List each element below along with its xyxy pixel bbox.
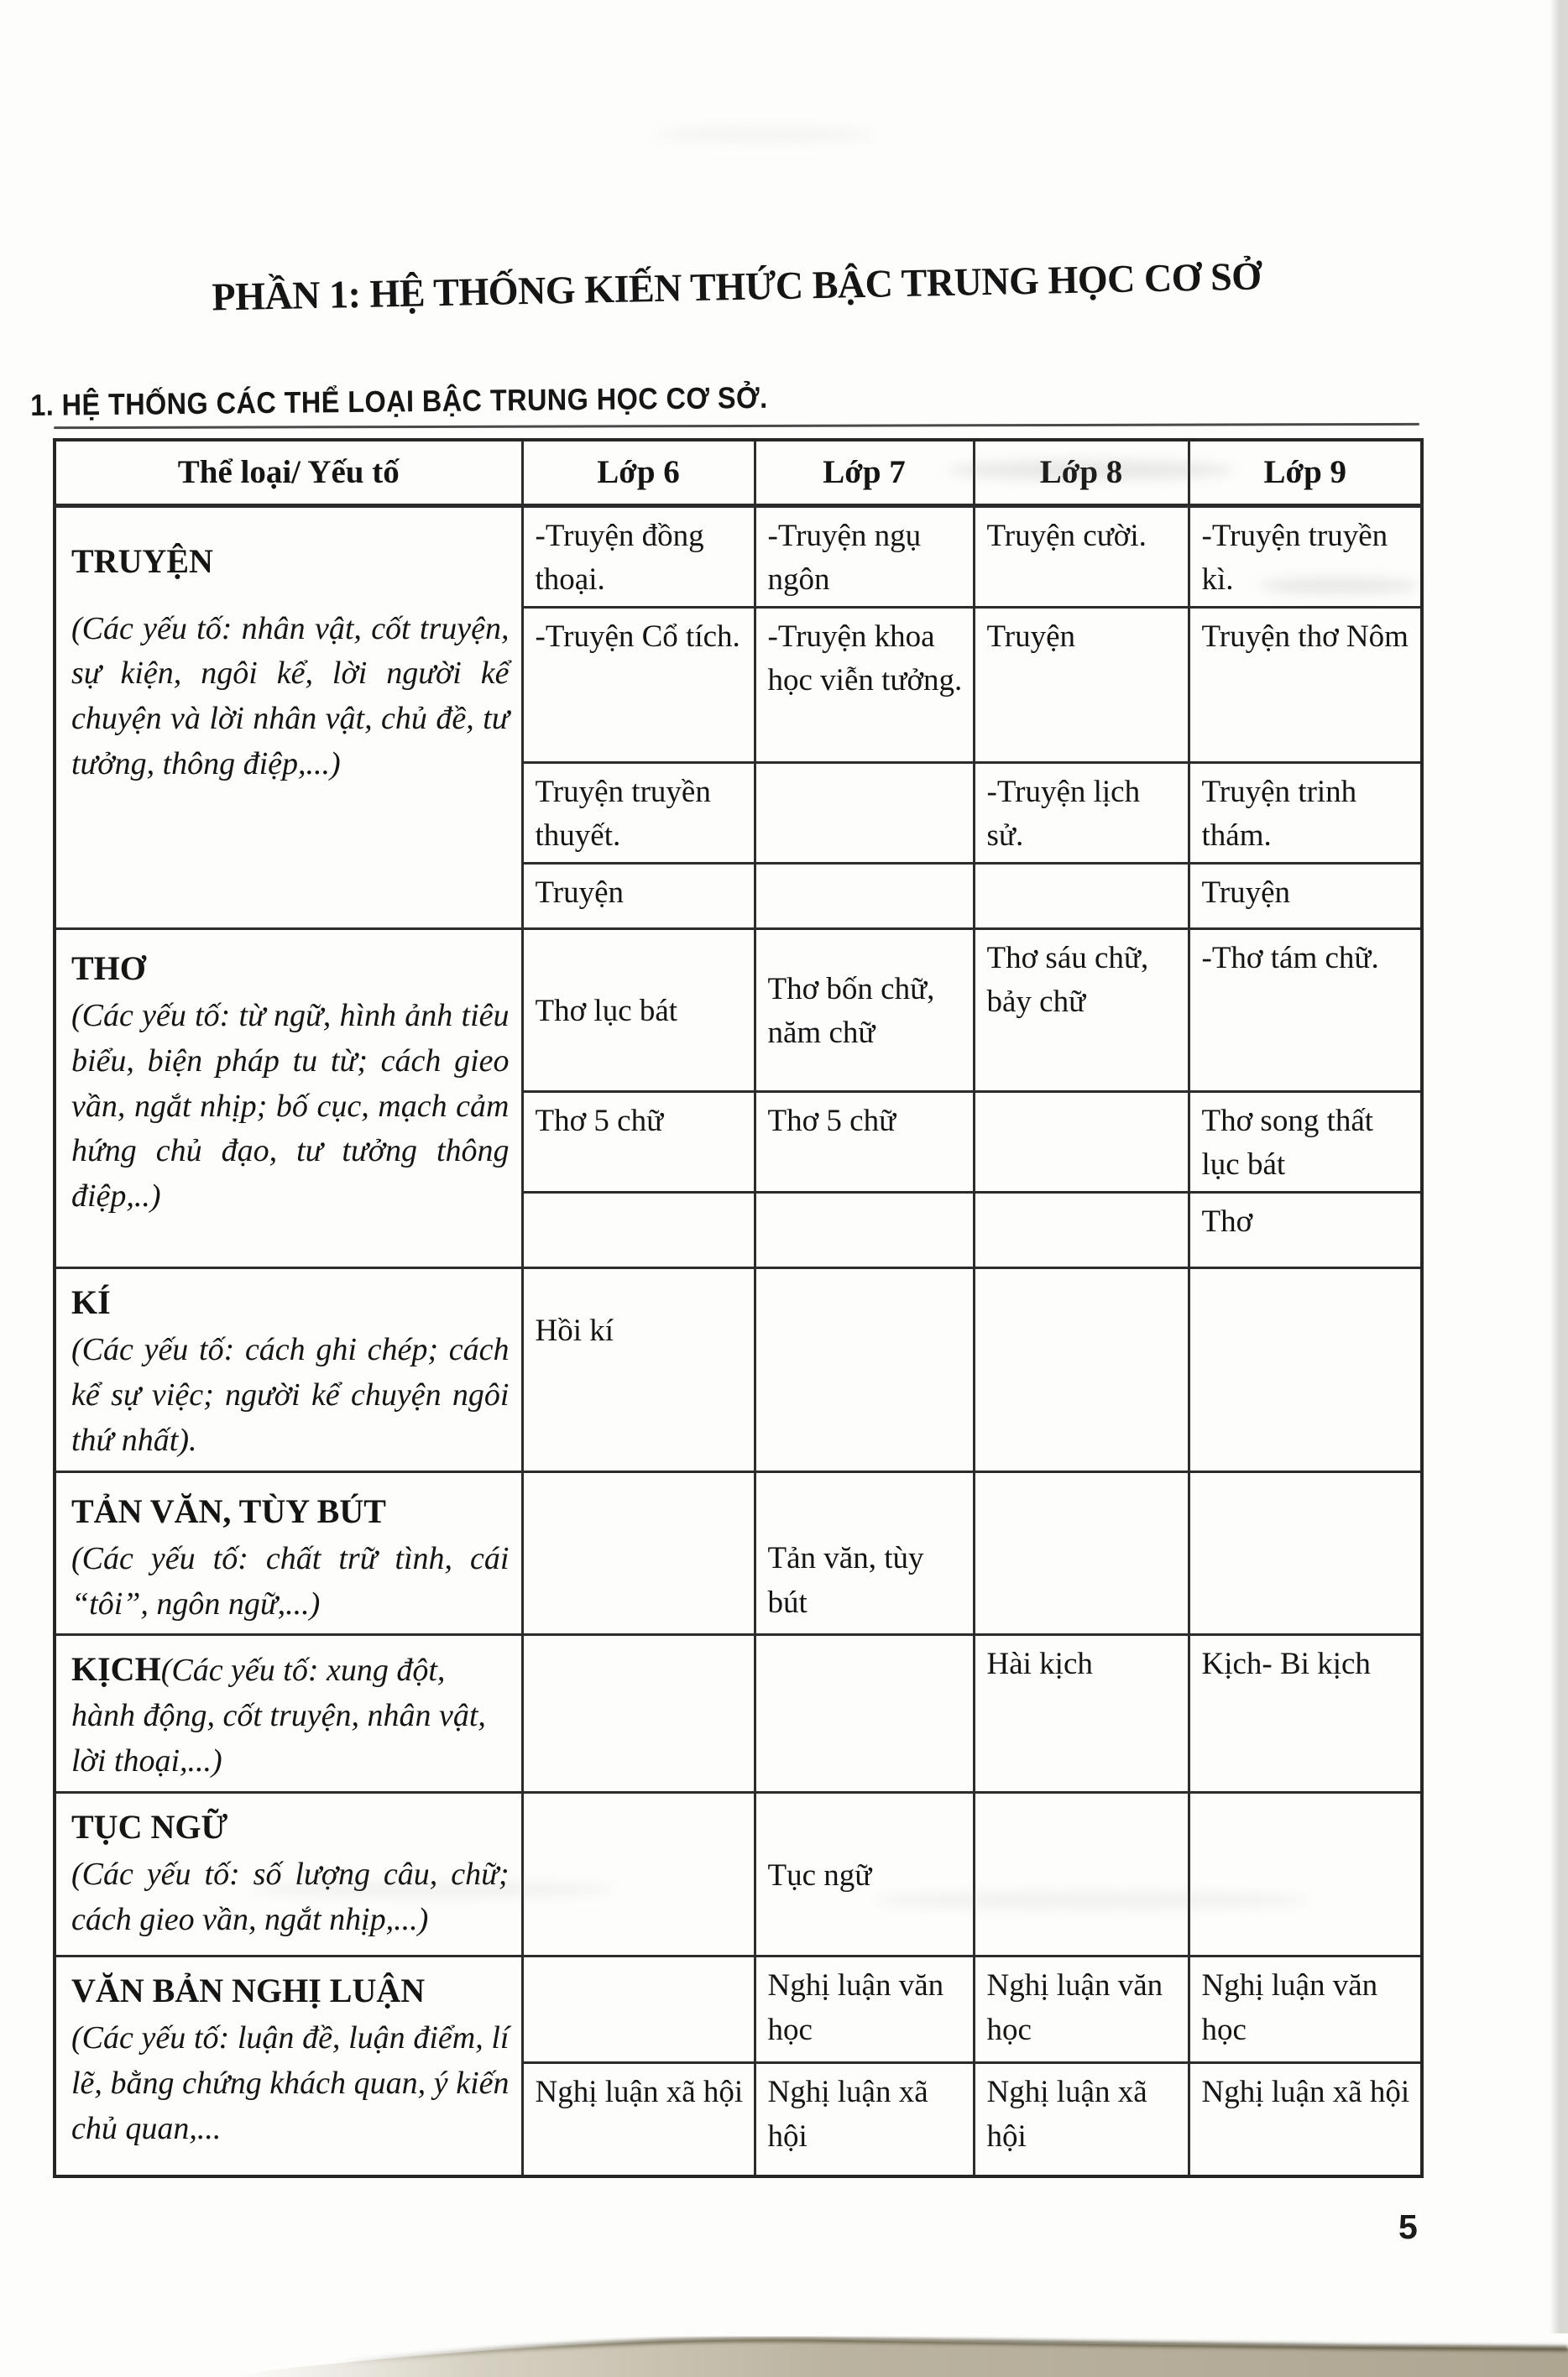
genre-title: THƠ <box>71 948 146 987</box>
scan-edge-line <box>1550 0 1568 2333</box>
table-cell: Thơ bốn chữ, năm chữ <box>755 928 974 1091</box>
table-cell: Thơ lục bát <box>522 928 755 1091</box>
table-cell <box>1189 1267 1422 1471</box>
table-row <box>55 1267 1422 1471</box>
table-cell: Tản văn, tùy bút <box>755 1471 974 1635</box>
column-header-grade9: Lớp 9 <box>1189 440 1422 505</box>
table-cell: Nghị luận văn học <box>755 1956 974 2063</box>
genre-cell-ki <box>55 1267 522 1471</box>
genre-title: TỤC NGỮ <box>71 1808 228 1847</box>
table-row <box>55 928 1422 1091</box>
table-cell: -Thơ tám chữ. <box>1189 928 1422 1091</box>
section-subtitle: 1. HỆ THỐNG CÁC THỂ LOẠI BẬC TRUNG HỌC CƠ SỞ. <box>30 379 768 422</box>
genre-title: VĂN BẢN NGHỊ LUẬN <box>71 1972 426 2010</box>
genre-cell-tuc-ngu <box>55 1793 522 1956</box>
table-cell <box>755 1267 974 1471</box>
page-title: PHẦN 1: HỆ THỐNG KIẾN THỨC BẬC TRUNG HỌC CƠ SỞ <box>211 254 1262 321</box>
table-cell <box>974 1091 1189 1192</box>
scan-smudge <box>655 128 873 141</box>
table-row <box>55 1793 1422 1956</box>
table-cell <box>755 863 974 928</box>
table-cell: Truyện truyền thuyết. <box>522 762 755 863</box>
scan-smudge <box>1259 577 1419 594</box>
table-cell: -Truyện truyền kì. <box>1189 505 1422 607</box>
table-cell: Nghị luận văn học <box>974 1956 1189 2063</box>
table-cell <box>974 1793 1189 1956</box>
table-cell: Thơ <box>1189 1192 1422 1267</box>
table-cell <box>522 1192 755 1267</box>
table-row <box>55 1635 1422 1793</box>
table-cell: Nghị luận xã hội <box>755 2063 974 2176</box>
genre-elements: (Các yếu tố: nhân vật, cốt truyện, sự kiện, ngôi kể, lời người kể chuyện và lời nhân vật, chủ đề, tư tưởng, thông điệp,...) <box>71 610 510 782</box>
genre-cell-tan-van <box>55 1471 522 1635</box>
table-cell: -Truyện khoa học viễn tưởng. <box>755 607 974 762</box>
table-cell <box>522 1956 755 2063</box>
table-row <box>55 1471 1422 1635</box>
table-cell: Tục ngữ <box>755 1793 974 1956</box>
genre-elements: (Các yếu tố: luận đề, luận điểm, lí lẽ, bằng chứng khách quan, ý kiến chủ quan,... <box>71 2020 510 2147</box>
table-cell <box>974 1267 1189 1471</box>
table-cell <box>1189 1793 1422 1956</box>
table-cell: Truyện <box>522 863 755 928</box>
genre-cell-truyen <box>55 505 522 928</box>
table-cell: Truyện <box>1189 863 1422 928</box>
table-cell: Truyện thơ Nôm <box>1189 607 1422 762</box>
table-cell <box>974 1192 1189 1267</box>
genre-cell-kich <box>55 1635 522 1793</box>
genre-elements: (Các yếu tố: cách ghi chép; cách kể sự việc; người kể chuyện ngôi thứ nhất). <box>71 1331 510 1458</box>
table-cell <box>1189 1471 1422 1635</box>
table-cell: Kịch- Bi kịch <box>1189 1635 1422 1793</box>
genre-title: KÍ <box>71 1283 111 1321</box>
page-number: 5 <box>1398 2207 1418 2246</box>
table-cell <box>755 1635 974 1793</box>
genre-knowledge-table <box>53 438 1424 2178</box>
table-cell: Nghị luận văn học <box>1189 1956 1422 2063</box>
column-header-grade8: Lớp 8 <box>974 440 1189 505</box>
table-cell <box>974 1471 1189 1635</box>
genre-cell-tho <box>55 928 522 1267</box>
table-cell: Truyện <box>974 607 1189 762</box>
genre-elements: (Các yếu tố: xung đột, hành động, cốt truyện, nhân vật, lời thoại,...) <box>71 1653 486 1779</box>
column-header-grade7: Lớp 7 <box>755 440 974 505</box>
table-cell: -Truyện ngụ ngôn <box>755 505 974 607</box>
table-cell <box>755 1192 974 1267</box>
table-cell: Truyện trinh thám. <box>1189 762 1422 863</box>
column-header-grade6: Lớp 6 <box>522 440 755 505</box>
genre-cell-nghi-luan <box>55 1956 522 2176</box>
table-cell: Thơ 5 chữ <box>522 1091 755 1192</box>
genre-elements: (Các yếu tố: số lượng câu, chữ; cách gieo vần, ngắt nhịp,...) <box>71 1857 510 1938</box>
genre-title: TRUYỆN <box>71 541 213 580</box>
table-cell: Thơ 5 chữ <box>755 1091 974 1192</box>
table-cell: Nghị luận xã hội <box>1189 2063 1422 2176</box>
table-row <box>55 505 1422 607</box>
genre-elements: (Các yếu tố: chất trữ tình, cái “tôi”, ngôn ngữ,...) <box>71 1540 510 1622</box>
table-cell <box>755 762 974 863</box>
genre-elements: (Các yếu tố: từ ngữ, hình ảnh tiêu biểu, biện pháp tu từ; cách gieo vần, ngắt nhịp; bố cục, mạch cảm hứng chủ đạo, tư tưởng thông điệp,..) <box>71 997 510 1215</box>
scan-smudge <box>949 460 1234 480</box>
genre-title: KỊCH <box>71 1650 161 1689</box>
page-bottom-shadow <box>0 2310 1568 2377</box>
table-cell: Hài kịch <box>974 1635 1189 1793</box>
genre-title: TẢN VĂN, TÙY BÚT <box>71 1492 386 1530</box>
column-header-genre: Thể loại/ Yếu tố <box>55 440 522 505</box>
table-cell: Thơ sáu chữ, bảy chữ <box>974 928 1189 1091</box>
table-cell <box>522 1635 755 1793</box>
table-cell <box>522 1471 755 1635</box>
table-cell: Truyện cười. <box>974 505 1189 607</box>
table-cell: -Truyện đồng thoại. <box>522 505 755 607</box>
table-cell: -Truyện Cổ tích. <box>522 607 755 762</box>
table-cell <box>522 1793 755 1956</box>
table-cell: -Truyện lịch sử. <box>974 762 1189 863</box>
table-cell: Thơ song thất lục bát <box>1189 1091 1422 1192</box>
table-cell <box>974 863 1189 928</box>
table-row <box>55 1956 1422 2063</box>
scan-smudge <box>873 1892 1309 1909</box>
table-cell: Hồi kí <box>522 1267 755 1471</box>
table-cell: Nghị luận xã hội <box>974 2063 1189 2176</box>
table-cell: Nghị luận xã hội <box>522 2063 755 2176</box>
table-top-rule <box>54 423 1419 429</box>
scan-smudge <box>252 1882 613 1897</box>
